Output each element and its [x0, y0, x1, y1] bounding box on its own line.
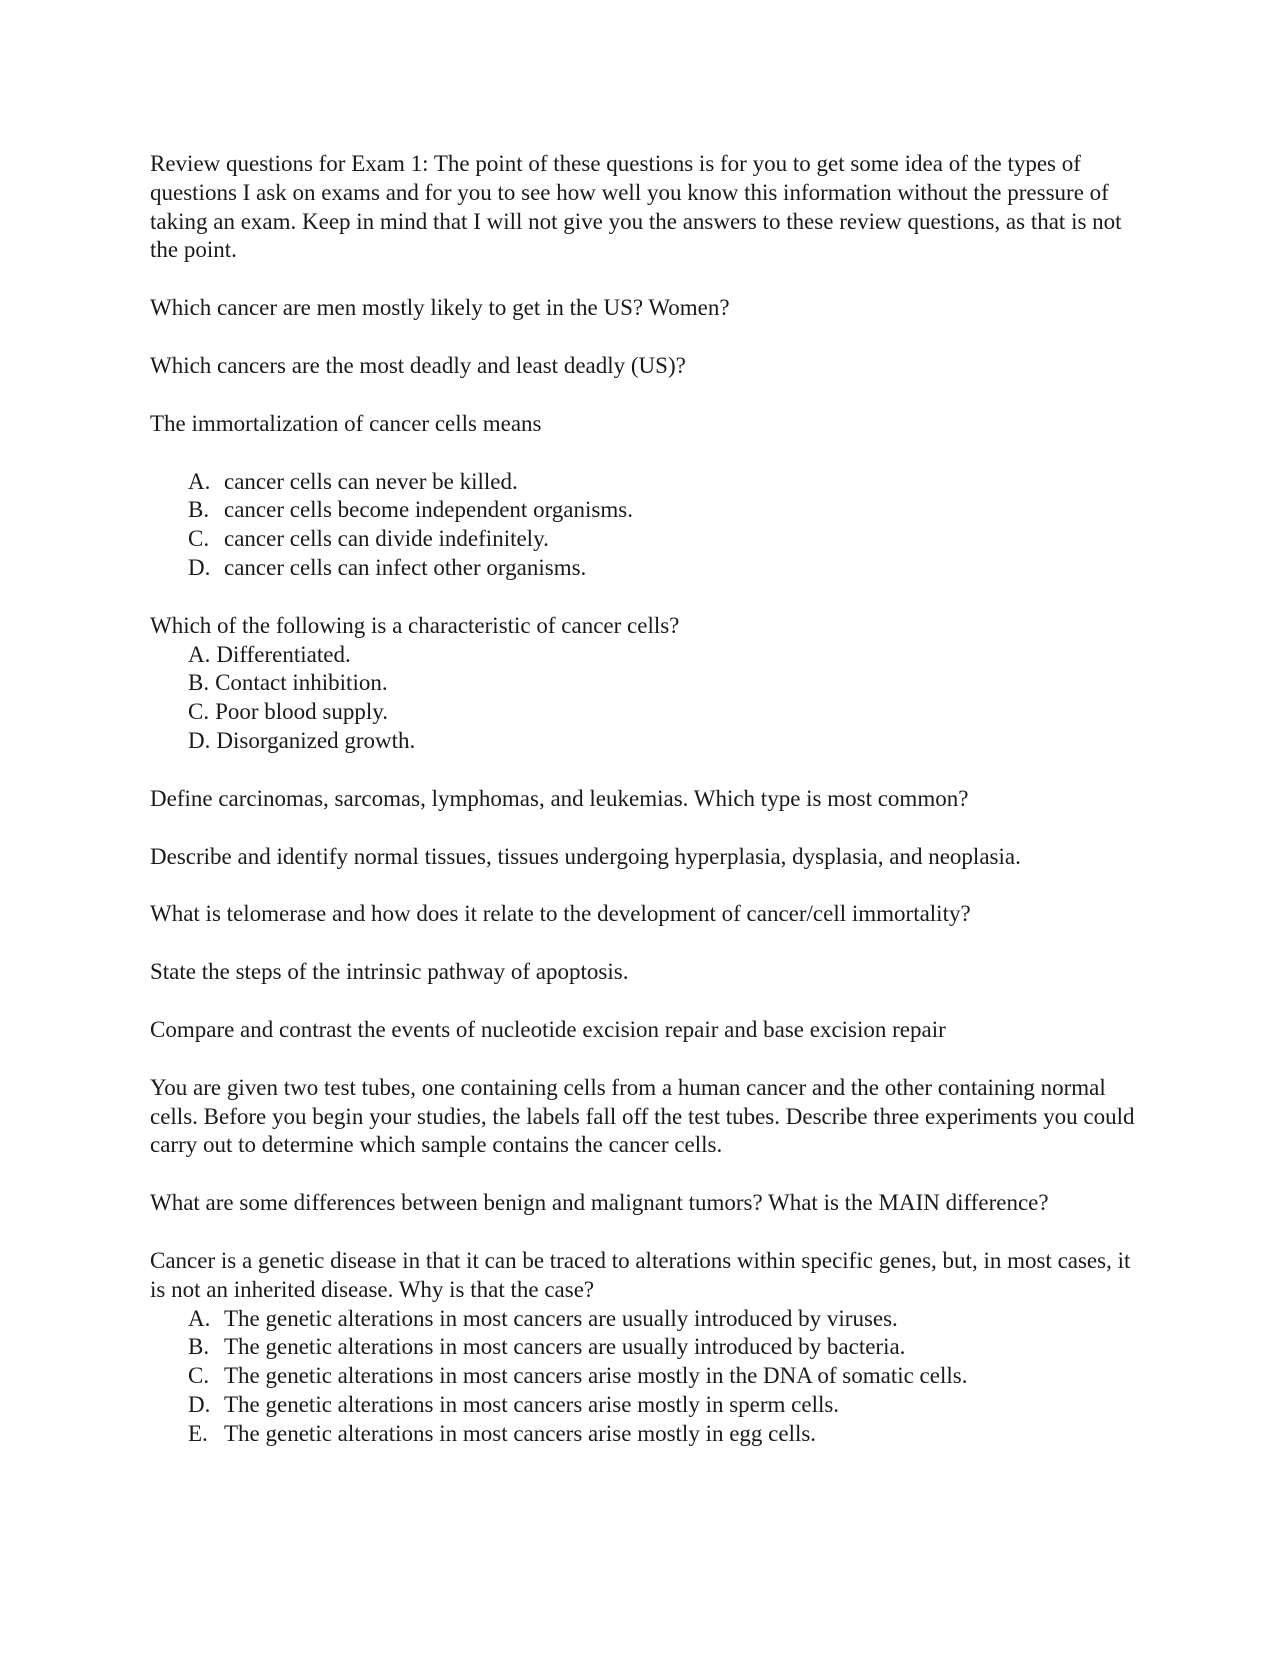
- question-characteristic: [150, 612, 1140, 756]
- question-telomerase: What is telomerase and how does it relate to the development of cancer/cell immortality?: [150, 901, 971, 927]
- answer-option: [150, 468, 1140, 497]
- option-text: The genetic alterations in most cancers arise mostly in egg cells.: [224, 1420, 817, 1446]
- answer-options: [150, 1305, 1140, 1449]
- question-excision-repair: Compare and contrast the events of nucleotide excision repair and base excision repair: [150, 1016, 946, 1042]
- question-genetic-disease: [150, 1247, 1140, 1449]
- option-text: Disorganized growth.: [216, 727, 416, 753]
- option-text: Contact inhibition.: [215, 670, 388, 696]
- question-apoptosis: State the steps of the intrinsic pathway of apoptosis.: [150, 959, 629, 985]
- answer-option: [150, 1420, 1140, 1449]
- question-tissues: Describe and identify normal tissues, tissues undergoing hyperplasia, dysplasia, and neoplasia.: [150, 843, 1021, 869]
- question-test-tubes: You are given two test tubes, one containing cells from a human cancer and the other containing normal cells. Before you begin your studies, the labels fall off the test tubes. Describe three experiments you could carry out to determine which sample contains the cancer cells.: [150, 1074, 1135, 1158]
- option-text: cancer cells can infect other organisms.: [224, 554, 587, 580]
- option-letter: D.: [188, 727, 211, 753]
- document-body: [150, 150, 1140, 1449]
- answer-option: [150, 554, 1140, 583]
- option-letter: B.: [188, 497, 210, 523]
- answer-options: [150, 641, 1140, 756]
- option-text: cancer cells can divide indefinitely.: [224, 526, 549, 552]
- question-immortalization: [150, 410, 1140, 583]
- answer-option: [150, 1362, 1140, 1391]
- option-letter: C.: [188, 699, 210, 725]
- question-stem: The immortalization of cancer cells means: [150, 410, 542, 436]
- question-stem: Which of the following is a characteristic of cancer cells?: [150, 612, 680, 638]
- option-letter: B.: [188, 670, 210, 696]
- answer-option: [150, 698, 1140, 727]
- option-letter: C.: [188, 526, 210, 552]
- option-text: Poor blood supply.: [215, 699, 389, 725]
- question-men-women-cancer: Which cancer are men mostly likely to get in the US? Women?: [150, 295, 730, 321]
- answer-option: [150, 1305, 1140, 1334]
- option-text: The genetic alterations in most cancers arise mostly in the DNA of somatic cells.: [224, 1363, 968, 1389]
- option-letter: D.: [188, 1391, 211, 1417]
- option-text: cancer cells become independent organisms.: [224, 497, 633, 523]
- answer-options: [150, 468, 1140, 583]
- question-deadly-cancers: Which cancers are the most deadly and least deadly (US)?: [150, 352, 686, 378]
- option-letter: A.: [188, 641, 211, 667]
- answer-option: [150, 1333, 1140, 1362]
- option-text: The genetic alterations in most cancers are usually introduced by viruses.: [224, 1305, 898, 1331]
- option-text: The genetic alterations in most cancers are usually introduced by bacteria.: [224, 1334, 906, 1360]
- answer-option: [150, 525, 1140, 554]
- option-letter: A.: [188, 468, 211, 494]
- answer-option: [150, 727, 1140, 756]
- intro-paragraph: Review questions for Exam 1: The point of these questions is for you to get some idea of the types of questions I ask on exams and for you to see how well you know this information without the pressure of taking an exam. Keep in mind that I will not give you the answers to these review questions, as that is not the point.: [150, 151, 1122, 263]
- question-define-types: Define carcinomas, sarcomas, lymphomas, and leukemias. Which type is most common?: [150, 785, 969, 811]
- answer-option: [150, 1391, 1140, 1420]
- option-letter: A.: [188, 1305, 211, 1331]
- option-letter: E.: [188, 1420, 208, 1446]
- option-letter: D.: [188, 554, 211, 580]
- question-stem: Cancer is a genetic disease in that it can be traced to alterations within specific genes, but, in most cases, it is not an inherited disease. Why is that the case?: [150, 1247, 1131, 1302]
- option-text: The genetic alterations in most cancers arise mostly in sperm cells.: [224, 1391, 840, 1417]
- answer-option: [150, 641, 1140, 670]
- option-text: cancer cells can never be killed.: [224, 468, 518, 494]
- option-letter: B.: [188, 1334, 210, 1360]
- answer-option: [150, 669, 1140, 698]
- option-letter: C.: [188, 1363, 210, 1389]
- question-benign-malignant: What are some differences between benign and malignant tumors? What is the MAIN difference?: [150, 1190, 1049, 1216]
- option-text: Differentiated.: [216, 641, 351, 667]
- answer-option: [150, 496, 1140, 525]
